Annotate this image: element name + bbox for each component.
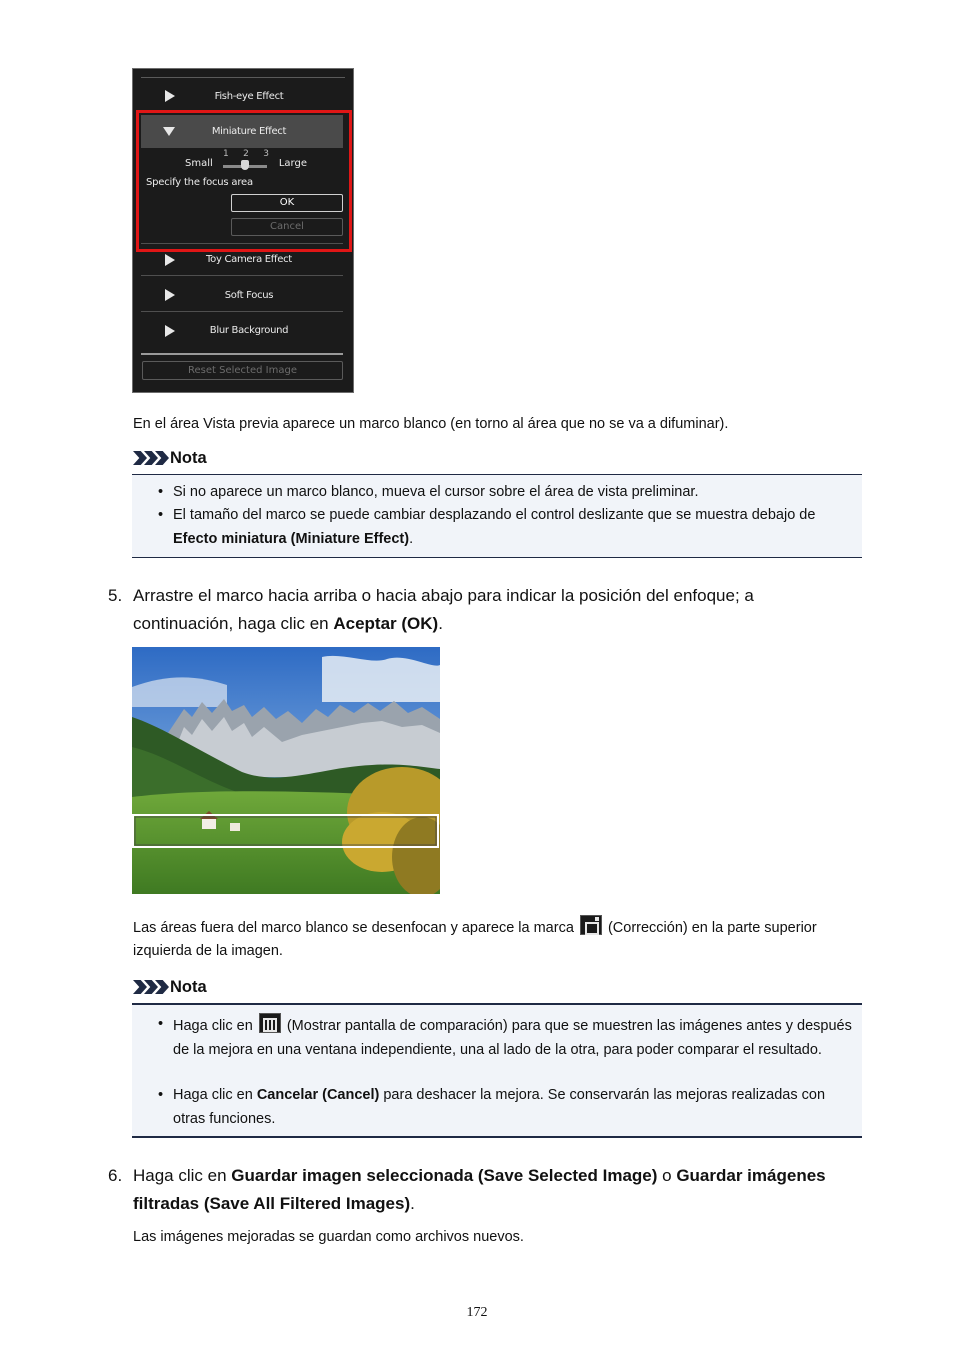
panel-item-soft-focus[interactable] (141, 279, 343, 312)
nota-item: Si no aparece un marco blanco, mueva el cursor sobre el área de vista preliminar. (173, 484, 699, 500)
cancel-button[interactable]: Cancel (231, 218, 343, 236)
bullet: • (158, 507, 164, 523)
step-text: Arrastre el marco hacia arriba o hacia abajo para indicar la posición del enfoque; a continuación, haga clic en Aceptar (OK). (133, 586, 754, 633)
panel-item-label: Soft Focus (224, 289, 274, 301)
tick-label: 1 (223, 149, 229, 159)
step-text: Haga clic en Guardar imagen seleccionada (Save Selected Image) o Guardar imágenes filtradas (Save All Filtered Images). (133, 1166, 826, 1213)
step-number: 6. (108, 1166, 123, 1185)
panel-divider (141, 353, 343, 355)
tick-label: 3 (263, 149, 269, 159)
reset-selected-image-button[interactable]: Reset Selected Image (142, 361, 343, 380)
nota-title: Nota (170, 448, 207, 467)
size-small-label: Small (185, 158, 213, 169)
size-large-label: Large (278, 158, 307, 169)
panel-item-blur-background[interactable] (141, 314, 343, 347)
step6-result: Las imágenes mejoradas se guardan como archivos nuevos. (133, 1229, 524, 1245)
correction-mark-icon (580, 915, 602, 935)
ok-button[interactable]: OK (231, 194, 343, 212)
panel-item-label: Miniature Effect (211, 126, 287, 137)
nota-item: El tamaño del marco se puede cambiar desplazando el control deslizante que se muestra debajo de Efecto miniatura (Miniature Effect). (173, 507, 816, 547)
expand-arrow-icon (165, 325, 175, 337)
tick-label: 2 (243, 149, 249, 159)
nota-box (132, 474, 862, 558)
expand-arrow-icon (165, 90, 175, 102)
panel-item-label: Fish-eye Effect (214, 90, 284, 102)
nota-arrows-icon (133, 451, 166, 465)
bullet: • (158, 1087, 164, 1103)
bullet: • (158, 1016, 164, 1032)
bullet: • (158, 484, 164, 500)
focus-area-label: Specify the focus area (146, 177, 253, 188)
effects-panel-screenshot (132, 68, 354, 393)
expand-arrow-icon (165, 289, 175, 301)
page-number: 172 (466, 1305, 488, 1320)
panel-item-fish-eye[interactable] (141, 80, 343, 113)
panel-item-label: Toy Camera Effect (206, 254, 292, 265)
intro-paragraph: En el área Vista previa aparece un marco blanco (en torno al área que no se va a difuminar). (133, 416, 729, 432)
nota-item: Haga clic en Cancelar (Cancel) para deshacer la mejora. Se conservarán las mejoras realizadas con otras funciones. (173, 1087, 826, 1127)
nota-header (133, 447, 207, 469)
nota-header (133, 976, 207, 998)
nota-item: Haga clic en (Mostrar pantalla de comparación) para que se muestren las imágenes antes y después de la mejora en una ventana independiente, una al lado de la otra, para poder comparar el resultado. (173, 1013, 852, 1062)
panel-divider (141, 77, 345, 78)
panel-item-label: Blur Background (209, 325, 289, 336)
compare-screen-icon[interactable] (259, 1013, 281, 1033)
nota-arrows-icon (133, 980, 166, 994)
expand-arrow-icon (165, 254, 175, 266)
nota-title: Nota (170, 977, 207, 996)
preview-photo (132, 647, 440, 894)
highlight-box (136, 110, 352, 252)
after-photo-paragraph: Las áreas fuera del marco blanco se desenfocan y aparece la marca (Corrección) en la parte superior izquierda de la imagen. (133, 915, 833, 963)
nota-box (132, 1003, 862, 1138)
step-number: 5. (108, 586, 123, 605)
